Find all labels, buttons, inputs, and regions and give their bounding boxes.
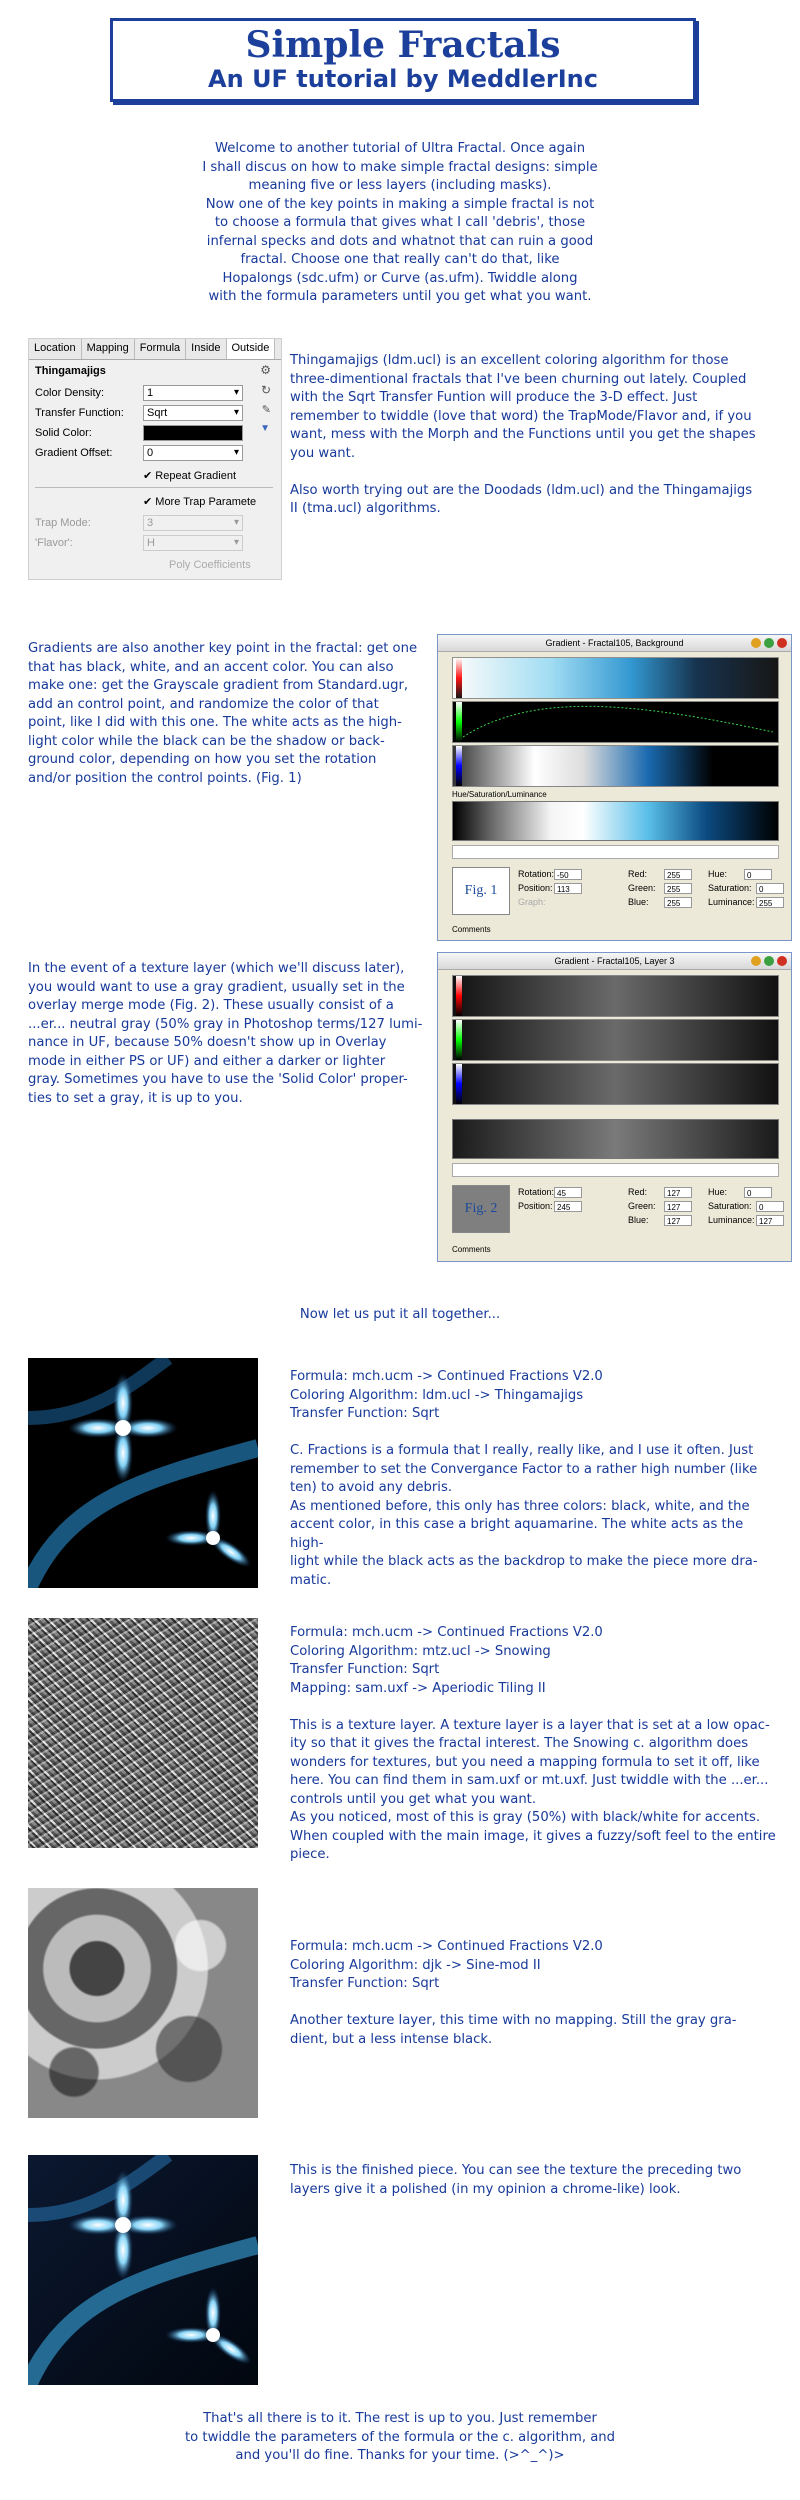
layer1-line: C. Fractions is a formula that I really, really like, and I use it often. Just	[290, 1443, 754, 1458]
hue-label: Hue:	[708, 1187, 728, 1197]
layer2-line: When coupled with the main image, it gives a fuzzy/soft feel to the entire	[290, 1828, 776, 1844]
transfer-function-label: Transfer Function:	[35, 407, 124, 419]
hue-field[interactable]: 0	[744, 1187, 772, 1198]
intro-line: Welcome to another tutorial of Ultra Fractal. Once again	[214, 141, 586, 156]
red-channel-graph[interactable]	[452, 975, 779, 1017]
position-label: Position:	[518, 883, 553, 893]
red-field[interactable]: 127	[664, 1187, 692, 1198]
divider	[35, 487, 273, 488]
blue-label: Blue:	[628, 897, 649, 907]
section3-line: ties to set a gray, it is up to you.	[28, 1090, 243, 1106]
finished-description	[290, 2162, 780, 2199]
layer3-line: Another texture layer, this time with no mapping. Still the gray gra-	[290, 2013, 737, 2028]
layer1-line: Coloring Algorithm: ldm.ucl -> Thingamajigs	[290, 1387, 584, 1403]
refresh-icon[interactable]: ↻	[260, 383, 271, 397]
fractal-layer1-image	[28, 1358, 258, 1588]
layer2-line: This is a texture layer. A texture layer is a layer that is set at a low opac-	[290, 1717, 770, 1733]
layer1-line: Formula: mch.ucm -> Continued Fractions V2.0	[290, 1369, 603, 1384]
fig1-preview: Fig. 1	[452, 867, 510, 915]
tab-location[interactable]: Location	[29, 339, 82, 359]
section2-line: make one: get the Grayscale gradient from Standard.ugr,	[28, 678, 409, 693]
layer2-line	[290, 1698, 780, 1717]
solid-color-label: Solid Color:	[35, 427, 92, 439]
luminance-label: Luminance:	[708, 897, 755, 907]
layer3-line: Transfer Function: Sqrt	[290, 1976, 440, 1991]
section2-line: ground color, depending on how you set the rotation	[28, 752, 377, 767]
red-label: Red:	[628, 869, 648, 879]
close-button[interactable]	[777, 956, 787, 966]
more-trap-checkbox[interactable]: ✔ More Trap Paramete	[143, 496, 257, 508]
blue-channel-graph[interactable]	[452, 1063, 779, 1105]
tab-inside[interactable]: Inside	[186, 339, 226, 359]
saturation-field[interactable]: 0	[756, 883, 784, 894]
outro-line: and you'll do fine. Thanks for your time. (>^_^)>	[235, 2448, 565, 2463]
layer2-line: Coloring Algorithm: mtz.ucl -> Snowing	[290, 1643, 551, 1659]
hue-field[interactable]: 0	[744, 869, 772, 880]
section1-line: Also worth trying out are the Doodads (ldm.ucl) and the Thingamajigs	[290, 482, 753, 498]
gradient-bar[interactable]	[452, 1119, 779, 1159]
intro-line: infernal specks and dots and whatnot that can ruin a good	[206, 233, 594, 249]
more-trap-label: More Trap Paramete	[155, 496, 257, 508]
green-field[interactable]: 255	[664, 883, 692, 894]
settings-icon[interactable]: ⚙	[260, 363, 271, 377]
comments-label[interactable]: Comments	[452, 1245, 491, 1254]
layer2-line: here. You can find them in sam.uxf or mt.uxf. Just twiddle with the ...er...	[290, 1773, 769, 1788]
window-titlebar	[438, 953, 791, 970]
green-field[interactable]: 127	[664, 1201, 692, 1212]
layer1-line: matic.	[290, 1572, 332, 1588]
luminance-field[interactable]: 127	[756, 1215, 784, 1226]
layer1-line	[290, 1424, 780, 1443]
poly-coefficients-label: Poly Coefficients	[169, 559, 251, 571]
blue-label: Blue:	[628, 1215, 649, 1225]
section2-line: light color while the black can be the shadow or back-	[28, 733, 385, 749]
transfer-function-select[interactable]: Sqrt ▾	[143, 405, 243, 421]
panel-tabs	[29, 339, 281, 360]
section1-line: three-dimentional fractals that I've been churning out lately. Coupled	[290, 371, 747, 387]
saturation-label: Saturation:	[708, 883, 752, 893]
layer3-line: dient, but a less intense black.	[290, 2031, 493, 2047]
section1-line	[290, 463, 780, 482]
comments-label[interactable]: Comments	[452, 925, 491, 934]
page-subtitle: An UF tutorial by MeddlerInc	[208, 65, 598, 93]
section3-line: In the event of a texture layer (which we'll discuss later),	[28, 961, 405, 976]
layer2-description	[290, 1624, 780, 1865]
section2-line: and/or position the control points. (Fig. 1)	[28, 770, 302, 786]
final-line: layers give it a polished (in my opinion a chrome-like) look.	[290, 2181, 681, 2197]
section3-line: you would want to use a gray gradient, usually set in the	[28, 979, 405, 995]
rotation-field[interactable]: -50	[554, 869, 582, 880]
gradient-offset-field[interactable]: 0 ▾	[143, 445, 243, 461]
layer3-description	[290, 1938, 780, 2049]
gradient-window-fig1	[437, 634, 792, 941]
thingamajigs-paragraph	[290, 352, 780, 519]
intro-line: Hopalongs (sdc.ufm) or Curve (as.ufm). Twiddle along	[222, 270, 578, 286]
layer2-line: Mapping: sam.uxf -> Aperiodic Tiling II	[290, 1680, 546, 1696]
rotation-label: Rotation:	[518, 1187, 555, 1197]
section2-line: point, like I did with this one. The white acts as the high-	[28, 715, 402, 730]
gradient-offset-label: Gradient Offset:	[35, 447, 113, 459]
tab-mapping[interactable]: Mapping	[82, 339, 135, 359]
layer2-line: As you noticed, most of this is gray (50%) with black/white for accents.	[290, 1810, 761, 1825]
texture-sinemod-image	[28, 1888, 258, 2118]
layer2-line: ity so that it gives the fractal interest. The Snowing c. algorithm does	[290, 1736, 749, 1751]
blue-field[interactable]: 127	[664, 1215, 692, 1226]
trap-mode-field[interactable]: 3 ▾	[143, 515, 243, 531]
tab-outside[interactable]: Outside	[227, 339, 276, 359]
luminance-label: Luminance:	[708, 1215, 755, 1225]
texture-snowing-image	[28, 1618, 258, 1848]
section3-line: gray. Sometimes you have to use the 'Solid Color' proper-	[28, 1072, 408, 1087]
green-label: Green:	[628, 1201, 656, 1211]
gradient-scrollbar[interactable]	[452, 845, 779, 859]
window-title: Gradient - Fractal105, Layer 3	[554, 956, 675, 966]
layer2-line: Transfer Function: Sqrt	[290, 1662, 440, 1677]
blue-channel-graph[interactable]	[452, 745, 779, 787]
trap-mode-label: Trap Mode:	[35, 517, 91, 529]
outro-line: That's all there is to it. The rest is up to you. Just remember	[203, 2411, 597, 2426]
maximize-button[interactable]	[764, 638, 774, 648]
section2-line: add an control point, and randomize the color of that	[28, 696, 379, 712]
layer1-line: As mentioned before, this only has three colors: black, white, and the	[290, 1498, 750, 1514]
hue-label: Hue:	[708, 869, 728, 879]
graph-label: Graph:	[518, 897, 546, 907]
gradient-window-fig2	[437, 952, 792, 1262]
page-title: Simple Fractals	[245, 24, 561, 66]
section1-line: you want.	[290, 445, 356, 461]
texture-gradient-paragraph	[28, 960, 428, 1108]
close-button[interactable]	[777, 638, 787, 648]
maximize-button[interactable]	[764, 956, 774, 966]
fig2-preview: Fig. 2	[452, 1185, 510, 1233]
minimize-button[interactable]	[751, 638, 761, 648]
flavor-label: 'Flavor':	[35, 537, 73, 549]
saturation-label: Saturation:	[708, 1201, 752, 1211]
layer2-line: Formula: mch.ucm -> Continued Fractions V2.0	[290, 1625, 603, 1640]
window-title: Gradient - Fractal105, Background	[545, 638, 684, 648]
together-heading: Now let us put it all together...	[299, 1307, 501, 1322]
rotation-label: Rotation:	[518, 869, 555, 879]
panel-heading: Thingamajigs	[35, 365, 106, 377]
intro-line: meaning five or less layers (including masks).	[248, 178, 552, 193]
intro-line: fractal. Choose one that really can't do that, like	[240, 252, 560, 267]
intro-line: Now one of the key points in making a simple fractal is not	[205, 196, 595, 212]
red-channel-graph[interactable]	[452, 657, 779, 699]
layer1-line: remember to set the Convergance Factor to a rather high number (like	[290, 1461, 758, 1477]
layer2-line: piece.	[290, 1847, 330, 1862]
position-field[interactable]: 113	[554, 883, 582, 894]
layer1-line: light while the black acts as the backdrop to make the piece more dra-	[290, 1554, 758, 1569]
color-density-label: Color Density:	[35, 387, 105, 399]
red-label: Red:	[628, 1187, 648, 1197]
section3-line: nance in UF, because 50% doesn't show up in Overlay	[28, 1035, 387, 1050]
section2-line: Gradients are also another key point in the fractal: get one	[28, 641, 418, 656]
position-field[interactable]: 245	[554, 1201, 582, 1212]
layer1-description	[290, 1368, 780, 1590]
finished-piece-image	[28, 2155, 258, 2385]
minimize-button[interactable]	[751, 956, 761, 966]
outro-paragraph	[100, 2410, 700, 2466]
layer1-line: ten) to avoid any debris.	[290, 1480, 453, 1495]
title-box	[110, 18, 696, 102]
green-channel-graph[interactable]	[452, 701, 779, 743]
layer2-line: wonders for textures, but you need a mapping formula to set it off, like	[290, 1754, 760, 1770]
section1-line: II (tma.ucl) algorithms.	[290, 501, 441, 516]
chevron-down-icon[interactable]: ▼	[260, 423, 270, 434]
green-channel-graph[interactable]	[452, 1019, 779, 1061]
outro-line: to twiddle the parameters of the formula or the c. algorithm, and	[184, 2429, 616, 2445]
gradient-bar[interactable]	[452, 801, 779, 841]
rotation-field[interactable]: 45	[554, 1187, 582, 1198]
section3-line: mode in either PS or UF) and either a darker or lighter	[28, 1053, 386, 1069]
hsl-label: Hue/Saturation/Luminance	[452, 790, 547, 799]
layer3-line: Coloring Algorithm: djk -> Sine-mod II	[290, 1957, 541, 1973]
window-titlebar	[438, 635, 791, 652]
green-label: Green:	[628, 883, 656, 893]
section3-line: ...er... neutral gray (50% gray in Photoshop terms/127 lumi-	[28, 1016, 423, 1032]
gradient-paragraph	[28, 640, 428, 788]
luminance-field[interactable]: 255	[756, 897, 784, 908]
position-label: Position:	[518, 1201, 553, 1211]
section3-line: overlay merge mode (Fig. 2). These usually consist of a	[28, 998, 394, 1013]
intro-line: to choose a formula that gives what I call 'debris', those	[214, 215, 586, 230]
intro-paragraph	[150, 140, 650, 307]
repeat-gradient-label: Repeat Gradient	[155, 470, 236, 482]
red-field[interactable]: 255	[664, 869, 692, 880]
layer3-line: Formula: mch.ucm -> Continued Fractions V2.0	[290, 1939, 603, 1954]
blue-field[interactable]: 255	[664, 897, 692, 908]
layer3-line	[290, 1994, 780, 2013]
gradient-scrollbar[interactable]	[452, 1163, 779, 1177]
section1-line: want, mess with the Morph and the Functions until you get the shapes	[290, 427, 756, 442]
intro-line: with the formula parameters until you get what you want.	[208, 289, 592, 304]
section1-line: remember to twiddle (love that word) the TrapMode/Flavor and, if you	[290, 408, 752, 424]
intro-line: I shall discus on how to make simple fractal designs: simple	[202, 159, 598, 175]
solid-color-swatch[interactable]	[143, 425, 243, 441]
uf-outside-panel	[28, 338, 282, 580]
layer1-line: accent color, in this case a bright aquamarine. The white acts as the high-	[290, 1517, 744, 1551]
edit-icon[interactable]: ✎	[261, 404, 271, 416]
section2-line: that has black, white, and an accent color. You can also	[28, 659, 394, 675]
layer2-line: controls until you get what you want.	[290, 1791, 537, 1807]
repeat-gradient-checkbox[interactable]: ✔ Repeat Gradient	[143, 470, 236, 482]
section1-line: Thingamajigs (ldm.ucl) is an excellent coloring algorithm for those	[290, 353, 729, 368]
final-line: This is the finished piece. You can see the texture the preceding two	[290, 2163, 742, 2178]
section1-line: with the Sqrt Transfer Funtion will produce the 3-D effect. Just	[290, 390, 698, 405]
color-density-field[interactable]: 1 ▾	[143, 385, 243, 401]
layer1-line: Transfer Function: Sqrt	[290, 1406, 440, 1421]
saturation-field[interactable]: 0	[756, 1201, 784, 1212]
tab-formula[interactable]: Formula	[135, 339, 186, 359]
flavor-field[interactable]: H ▾	[143, 535, 243, 551]
